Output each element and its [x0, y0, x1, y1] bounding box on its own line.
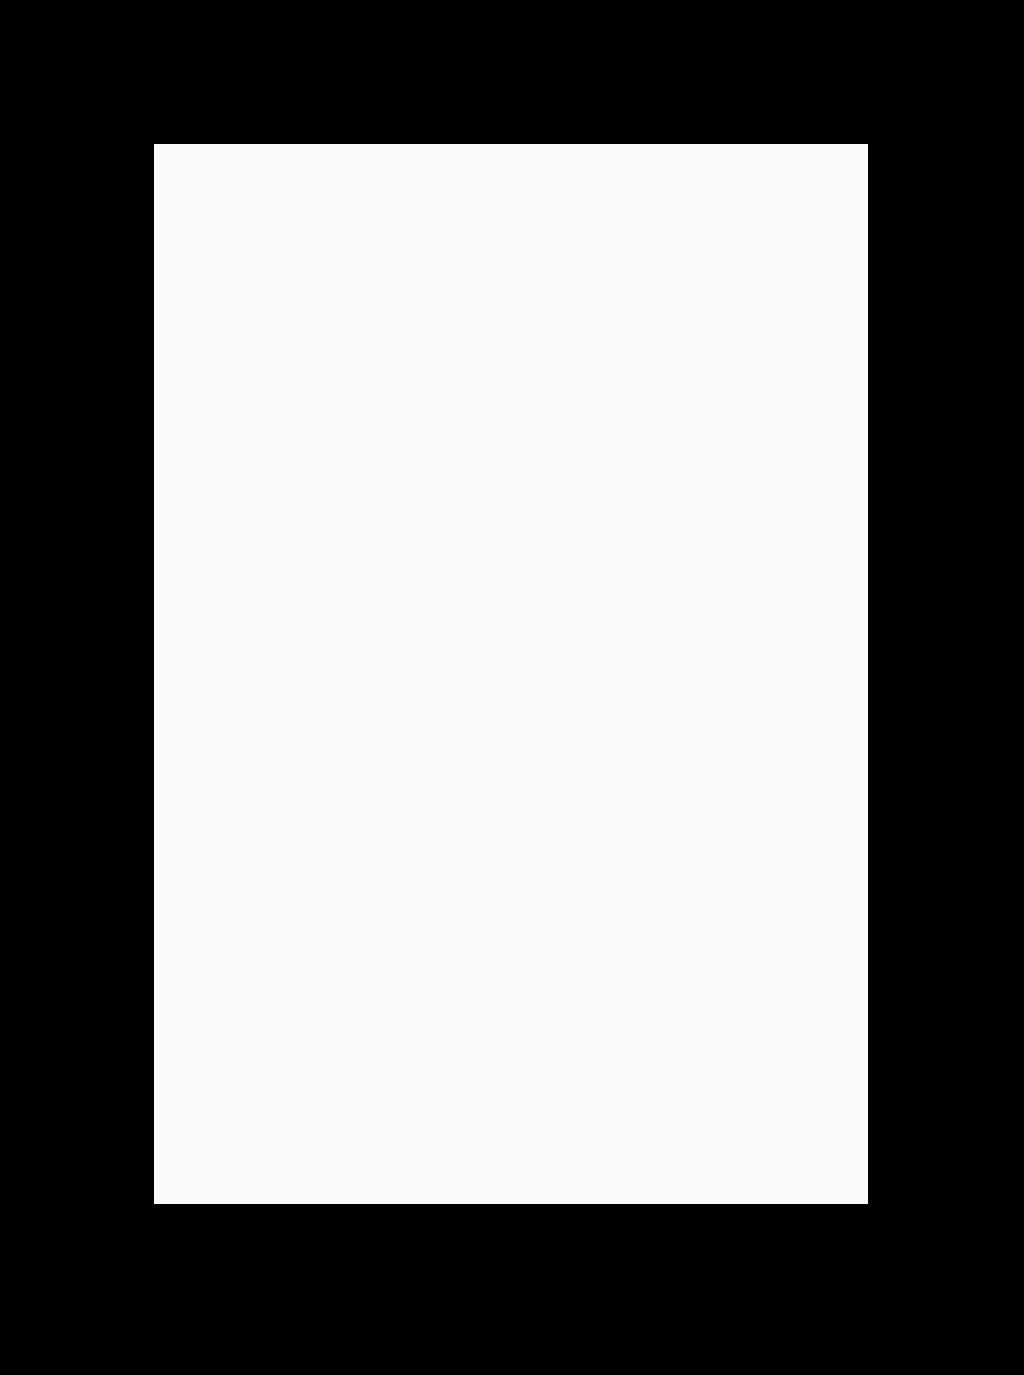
document-page: [154, 144, 868, 1204]
